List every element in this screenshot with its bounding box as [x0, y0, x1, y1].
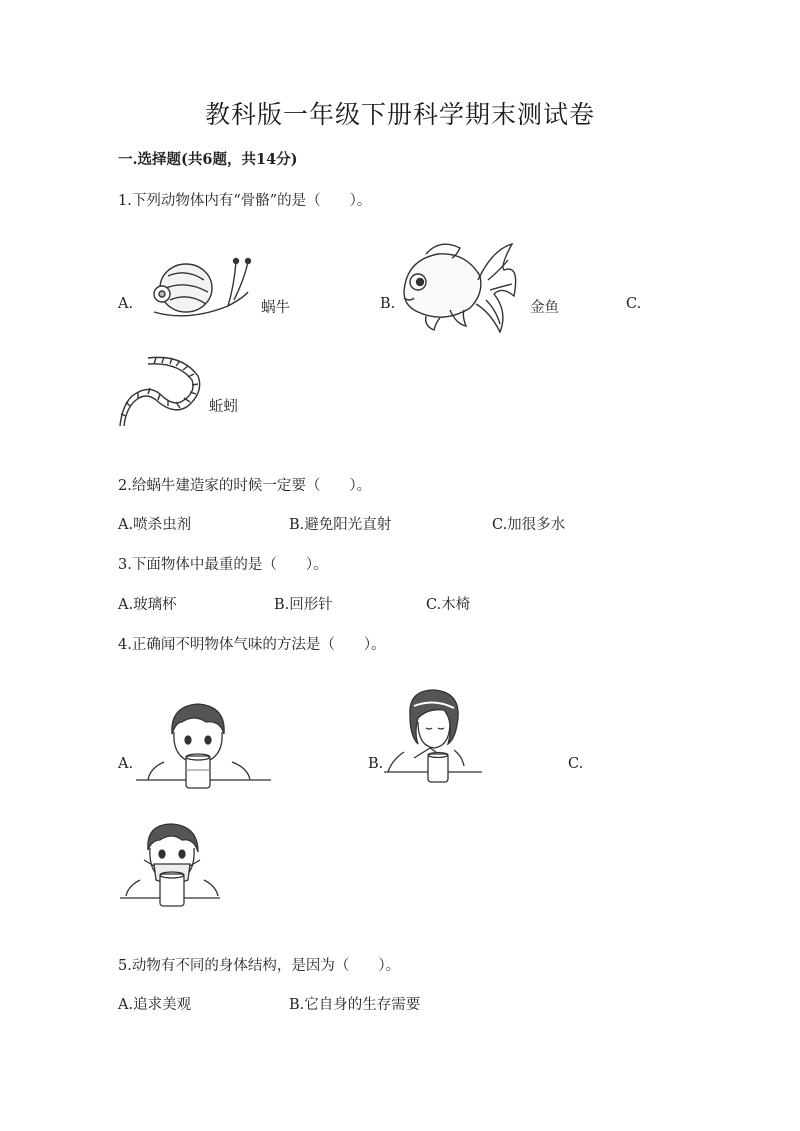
- boy-sniffing-cup-picture: [136, 700, 271, 795]
- q1-option-c-label: 蚯蚓: [209, 399, 238, 415]
- q1-option-a-label: 蜗牛: [261, 300, 290, 316]
- q2-option-a[interactable]: A.喷杀虫剂: [118, 517, 192, 533]
- q4-option-b-letter[interactable]: B.: [368, 756, 384, 772]
- q3-option-b[interactable]: B.回形针: [274, 597, 333, 613]
- q1-option-a-letter[interactable]: A.: [118, 296, 134, 312]
- q1-option-c-letter[interactable]: C.: [626, 296, 642, 312]
- q1-option-b-letter[interactable]: B.: [380, 296, 396, 312]
- q4-option-a-letter[interactable]: A.: [118, 756, 134, 772]
- question-3-text: 3.下面物体中最重的是（ ）。: [118, 557, 328, 573]
- question-1-text: 1.下列动物体内有“骨骼”的是（ ）。: [118, 193, 372, 209]
- earthworm-picture: [118, 352, 208, 432]
- goldfish-picture: [396, 240, 521, 335]
- question-4-text: 4.正确闻不明物体气味的方法是（ ）。: [118, 637, 386, 653]
- question-5-text: 5.动物有不同的身体结构，是因为（ ）。: [118, 958, 401, 974]
- boy-with-mask-cup-picture: [120, 820, 220, 910]
- q5-option-b[interactable]: B.它自身的生存需要: [289, 997, 421, 1013]
- q4-option-c-letter[interactable]: C.: [568, 756, 584, 772]
- q3-option-c[interactable]: C.木椅: [426, 597, 471, 613]
- q3-option-a[interactable]: A.玻璃杯: [118, 597, 177, 613]
- page-title: 教科版一年级下册科学期末测试卷: [204, 100, 595, 129]
- section-heading: 一.选择题(共6题，共14分): [118, 151, 298, 168]
- snail-picture: [148, 248, 258, 328]
- question-2-text: 2.给蜗牛建造家的时候一定要（ ）。: [118, 478, 372, 494]
- q1-option-b-label: 金鱼: [530, 300, 559, 316]
- q5-option-a[interactable]: A.追求美观: [118, 997, 192, 1013]
- q2-option-b[interactable]: B.避免阳光直射: [289, 517, 392, 533]
- q2-option-c[interactable]: C.加很多水: [492, 517, 566, 533]
- girl-fanning-cup-picture: [384, 688, 484, 788]
